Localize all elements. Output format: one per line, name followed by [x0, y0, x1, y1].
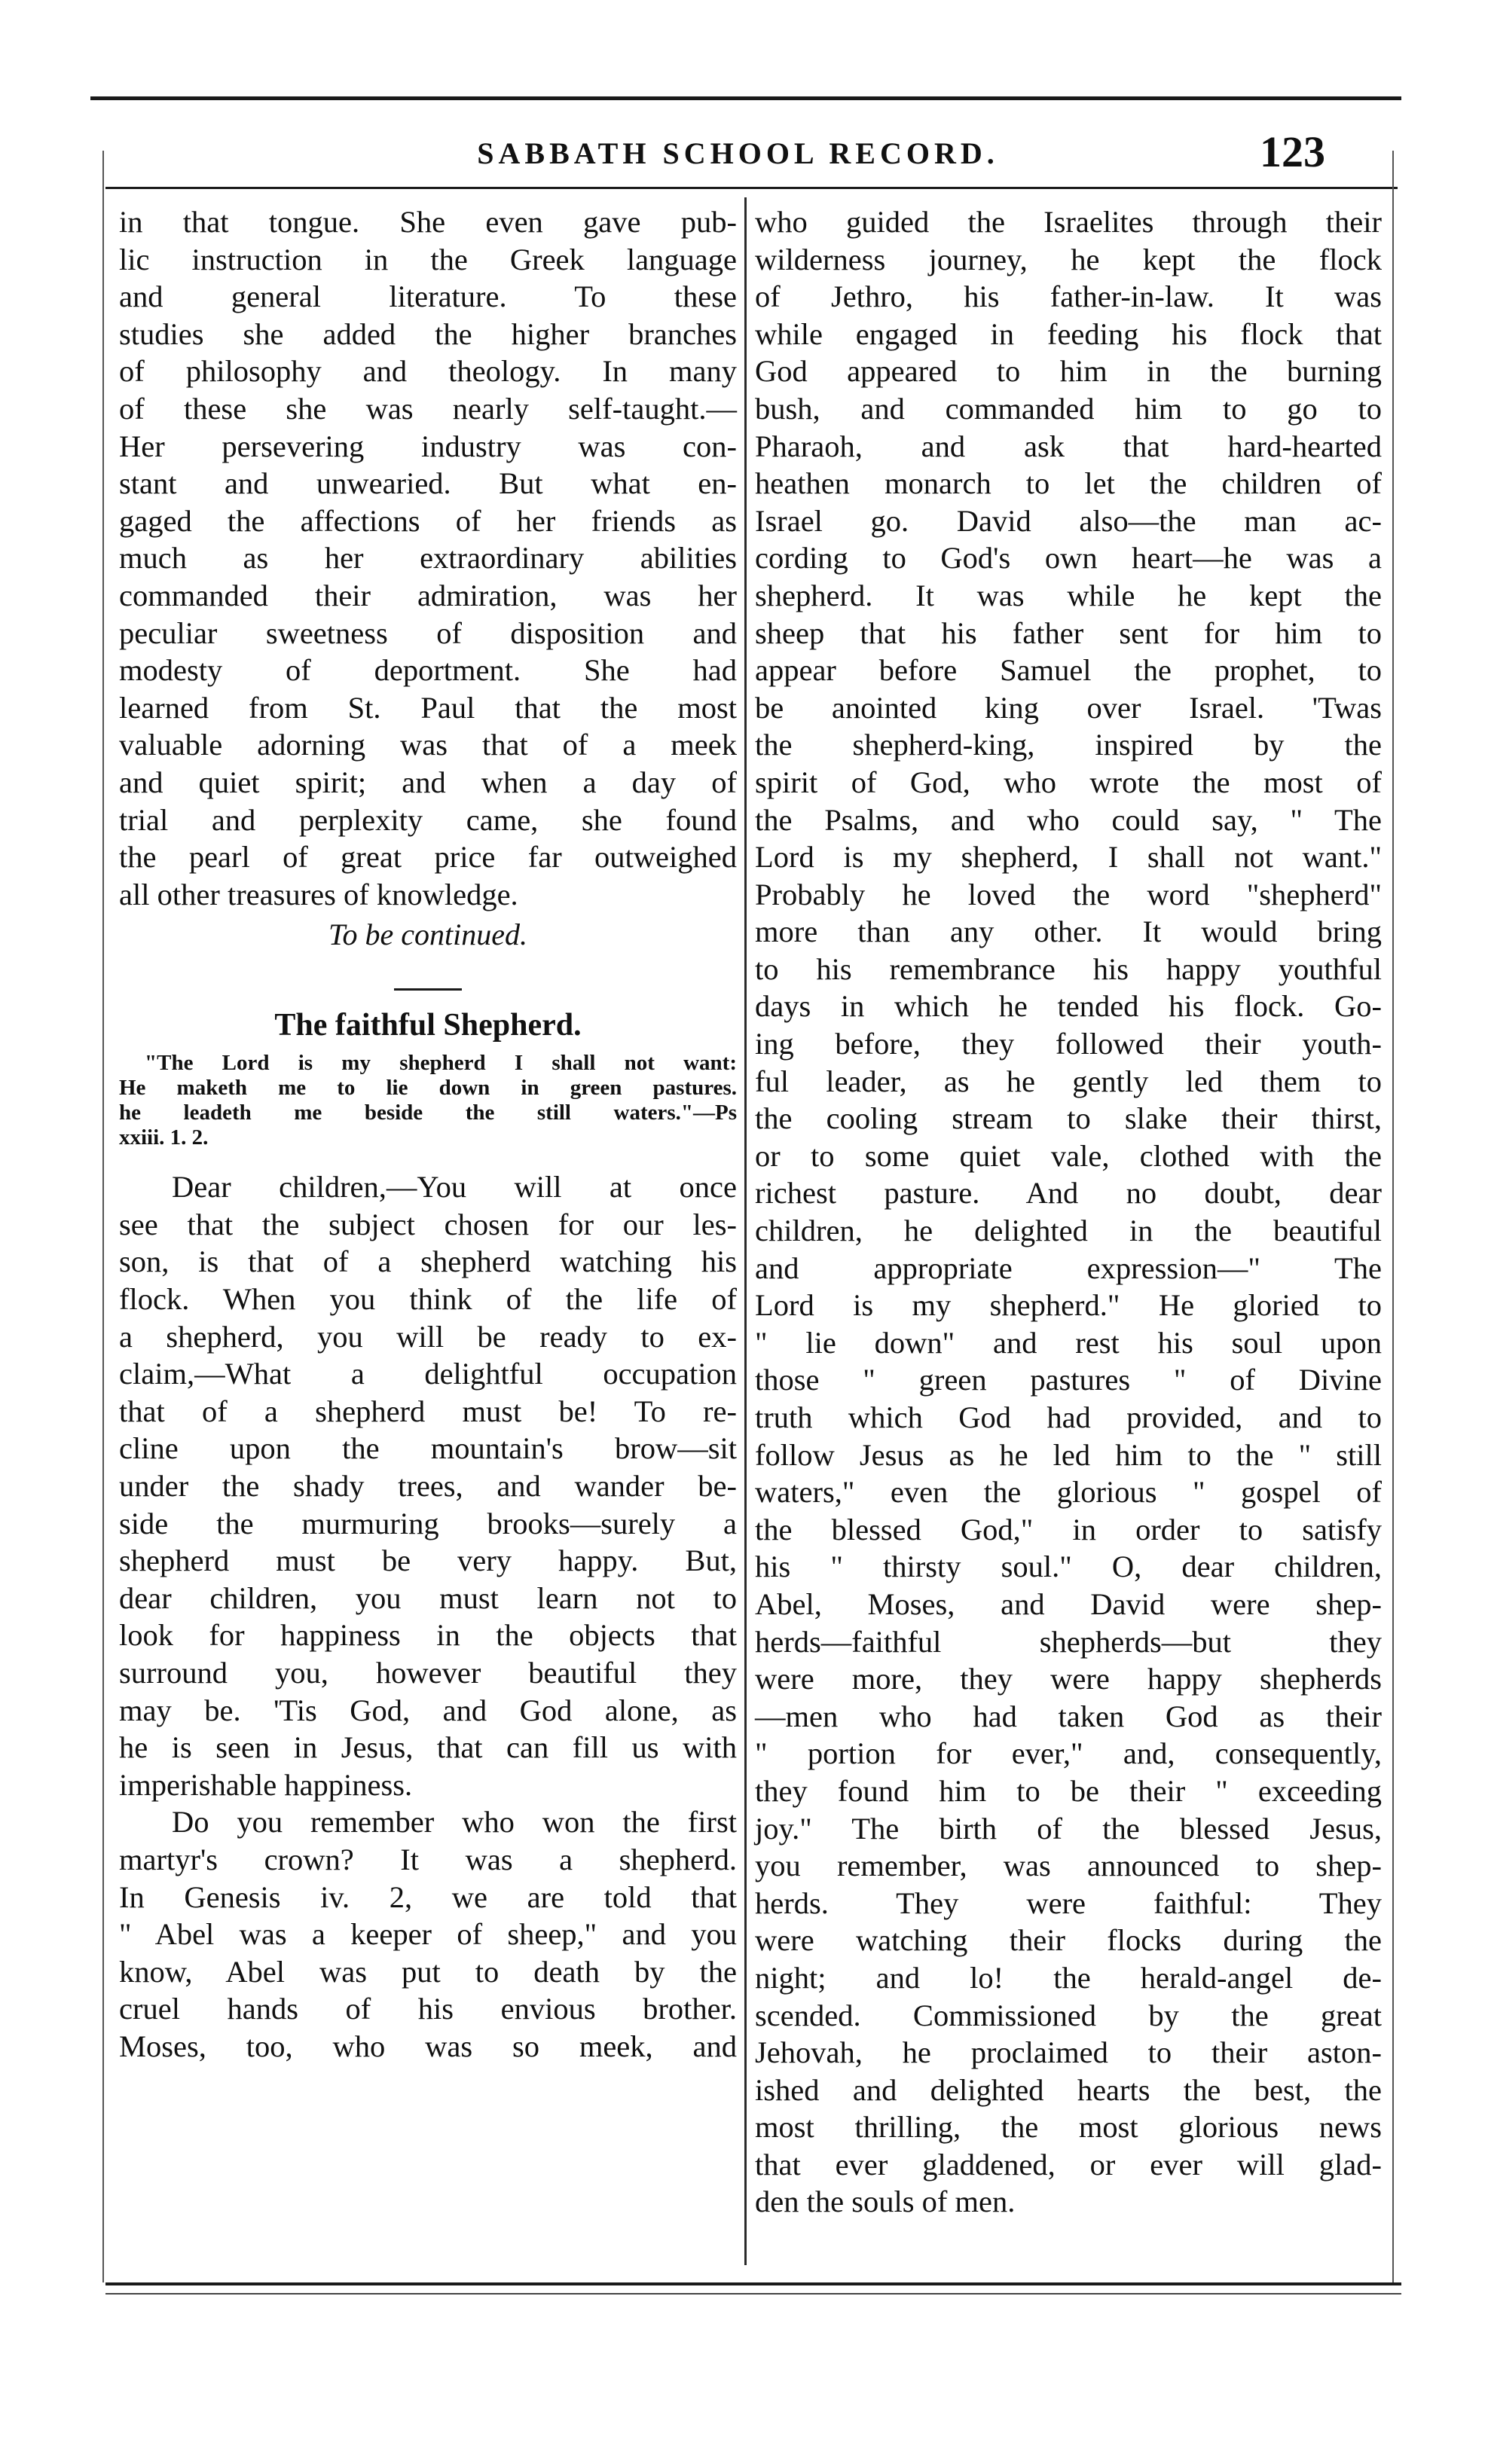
text-line: or to some quiet vale, clothed with the — [755, 1138, 1382, 1173]
epigraph-line: xxiii. 1. 2. — [119, 1125, 209, 1150]
text-line: ished and delighted hearts the best, the — [755, 2072, 1382, 2107]
text-line: Moses, too, who was so meek, and — [119, 2029, 737, 2063]
running-title: SABBATH SCHOOL RECORD. — [477, 136, 999, 170]
text-line: all other treasures of knowledge. — [119, 877, 518, 911]
text-line: days in which he tended his flock. Go- — [755, 989, 1382, 1024]
text-line: a shepherd, you will be ready to ex- — [119, 1319, 737, 1354]
text-line: richest pasture. And no doubt, dear — [755, 1176, 1382, 1211]
bottom-border-rule — [105, 2282, 1401, 2285]
top-border-rule — [90, 96, 1401, 100]
text-line: cruel hands of his envious brother. — [119, 1992, 737, 2026]
text-line: truth which God had provided, and to — [755, 1400, 1382, 1434]
text-line: den the souls of men. — [755, 2185, 1016, 2219]
text-line: herds. They were faithful: They — [755, 1885, 1382, 1920]
text-line: scended. Commissioned by the great — [755, 1998, 1382, 2032]
text-line: commanded their admiration, was her — [119, 578, 737, 612]
text-line: that of a shepherd must be! To re- — [119, 1394, 737, 1428]
text-line: in that tongue. She even gave pub- — [119, 205, 737, 239]
text-line: night; and lo! the herald-angel de- — [755, 1960, 1382, 1995]
text-line: sheep that his father sent for him to — [755, 615, 1382, 650]
text-line: most thrilling, the most glorious news — [755, 2110, 1382, 2145]
text-line: were more, they were happy shepherds — [755, 1662, 1382, 1696]
epigraph — [119, 1051, 737, 1150]
text-line: those " green pastures " of Divine — [755, 1363, 1382, 1397]
text-line: stant and unwearied. But what en- — [119, 466, 737, 501]
text-line: —men who had taken God as their — [755, 1699, 1382, 1733]
text-line: follow Jesus as he led him to the " still — [755, 1437, 1382, 1472]
text-line: wilderness journey, he kept the flock — [755, 242, 1382, 276]
epigraph-line: he leadeth me beside the still waters."—Ps — [119, 1101, 737, 1125]
text-line: imperishable happiness. — [119, 1767, 413, 1802]
running-head — [105, 127, 1370, 179]
bottom-thin-rule — [105, 2293, 1401, 2295]
text-line: under the shady trees, and wander be- — [119, 1469, 737, 1504]
section-separator — [394, 988, 462, 991]
text-line: Pharaoh, and ask that hard-hearted — [755, 429, 1382, 463]
text-line: his " thirsty soul." O, dear children, — [755, 1550, 1382, 1584]
text-line: be anointed king over Israel. 'Twas — [755, 690, 1382, 725]
text-line: were watching their flocks during the — [755, 1923, 1382, 1958]
text-line: of these she was nearly self-taught.— — [119, 391, 737, 426]
page-number: 123 — [1260, 127, 1325, 176]
text-line: cording to God's own heart—he was a — [755, 541, 1382, 576]
text-line: dear children, you must learn not to — [119, 1580, 737, 1615]
text-line: spirit of God, who wrote the most of — [755, 765, 1382, 799]
text-line: much as her extraordinary abilities — [119, 541, 737, 576]
text-line: gaged the affections of her friends as — [119, 503, 737, 538]
essay-continuation — [119, 203, 737, 913]
text-line: who guided the Israelites through their — [755, 205, 1382, 239]
text-line: children, he delighted in the beautiful — [755, 1214, 1382, 1248]
text-line: Israel go. David also—the man ac- — [755, 503, 1382, 538]
text-line: side the murmuring brooks—surely a — [119, 1506, 737, 1540]
text-line: bush, and commanded him to go to — [755, 391, 1382, 426]
right-column — [755, 203, 1382, 2221]
text-line: valuable adorning was that of a meek — [119, 728, 737, 762]
text-line: " portion for ever," and, consequently, — [755, 1736, 1382, 1771]
text-line: the blessed God," in order to satisfy — [755, 1512, 1382, 1546]
article-body-left — [119, 1168, 737, 2065]
text-line: waters," even the glorious " gospel of — [755, 1475, 1382, 1510]
text-line: the pearl of great price far outweighed — [119, 840, 737, 875]
article-title: The faithful Shepherd. — [274, 1008, 582, 1043]
text-line: look for happiness in the objects that — [119, 1618, 737, 1653]
text-line: surround you, however beautiful they — [119, 1656, 737, 1690]
text-line: son, is that of a shepherd watching his — [119, 1244, 737, 1279]
text-line: the Psalms, and who could say, " The — [755, 802, 1382, 837]
text-line: of Jethro, his father-in-law. It was — [755, 279, 1382, 314]
text-line: Lord is my shepherd." He gloried to — [755, 1288, 1382, 1323]
left-frame-rule — [102, 151, 104, 2282]
text-line: herds—faithful shepherds—but they — [755, 1624, 1382, 1659]
text-line: claim,—What a delightful occupation — [119, 1357, 737, 1391]
text-line: Dear children,—You will at once — [172, 1170, 737, 1205]
text-line: and appropriate expression—" The — [755, 1250, 1382, 1285]
text-line: cline upon the mountain's brow—sit — [119, 1431, 737, 1466]
text-line: shepherd. It was while he kept the — [755, 578, 1382, 612]
text-line: see that the subject chosen for our les- — [119, 1207, 737, 1241]
text-line: the cooling stream to slake their thirst, — [755, 1101, 1382, 1136]
column-divider — [744, 197, 747, 2265]
text-line: Abel, Moses, and David were shep- — [755, 1586, 1382, 1621]
text-line: Do you remember who won the first — [172, 1805, 737, 1840]
right-frame-rule — [1392, 151, 1394, 2282]
text-line: know, Abel was put to death by the — [119, 1954, 737, 1989]
text-line: you remember, was announced to shep- — [755, 1849, 1382, 1883]
text-line: appear before Samuel the prophet, to — [755, 653, 1382, 688]
epigraph-line: He maketh me to lie down in green pastures. — [119, 1076, 737, 1101]
text-line: Jehovah, he proclaimed to their aston- — [755, 2035, 1382, 2070]
text-line: and general literature. To these — [119, 279, 737, 314]
text-line: God appeared to him in the burning — [755, 354, 1382, 389]
text-line: they found him to be their " exceeding — [755, 1773, 1382, 1808]
text-line: trial and perplexity came, she found — [119, 802, 737, 837]
left-column — [119, 203, 737, 2066]
text-line: " lie down" and rest his soul upon — [755, 1325, 1382, 1360]
text-line: ing before, they followed their youth- — [755, 1027, 1382, 1061]
text-line: joy." The birth of the blessed Jesus, — [755, 1811, 1382, 1846]
text-line: Lord is my shepherd, I shall not want." — [755, 840, 1382, 875]
text-line: martyr's crown? It was a shepherd. — [119, 1842, 737, 1876]
text-line: Probably he loved the word "shepherd" — [755, 877, 1382, 911]
text-line: lic instruction in the Greek language — [119, 242, 737, 276]
text-line: learned from St. Paul that the most — [119, 690, 737, 725]
header-bottom-rule — [105, 187, 1398, 189]
text-line: ful leader, as he gently led them to — [755, 1064, 1382, 1098]
text-line: shepherd must be very happy. But, — [119, 1543, 737, 1578]
epigraph-line: "The Lord is my shepherd I shall not want: — [145, 1051, 737, 1076]
text-line: studies she added the higher branches — [119, 316, 737, 351]
text-line: to his remembrance his happy youthful — [755, 951, 1382, 986]
text-line: more than any other. It would bring — [755, 914, 1382, 949]
to-be-continued-note: To be continued. — [328, 918, 528, 952]
text-line: heathen monarch to let the children of — [755, 466, 1382, 501]
text-line: while engaged in feeding his flock that — [755, 316, 1382, 351]
text-line: peculiar sweetness of disposition and — [119, 615, 737, 650]
text-line: that ever gladdened, or ever will glad- — [755, 2147, 1382, 2182]
text-line: modesty of deportment. She had — [119, 653, 737, 688]
text-line: In Genesis iv. 2, we are told that — [119, 1879, 737, 1914]
text-line: of philosophy and theology. In many — [119, 354, 737, 389]
text-line: flock. When you think of the life of — [119, 1282, 737, 1317]
text-line: may be. 'Tis God, and God alone, as — [119, 1693, 737, 1727]
text-line: " Abel was a keeper of sheep," and you — [119, 1917, 737, 1952]
text-line: and quiet spirit; and when a day of — [119, 765, 737, 799]
text-line: he is seen in Jesus, that can fill us with — [119, 1730, 737, 1765]
text-line: the shepherd-king, inspired by the — [755, 728, 1382, 762]
text-line: Her persevering industry was con- — [119, 429, 737, 463]
